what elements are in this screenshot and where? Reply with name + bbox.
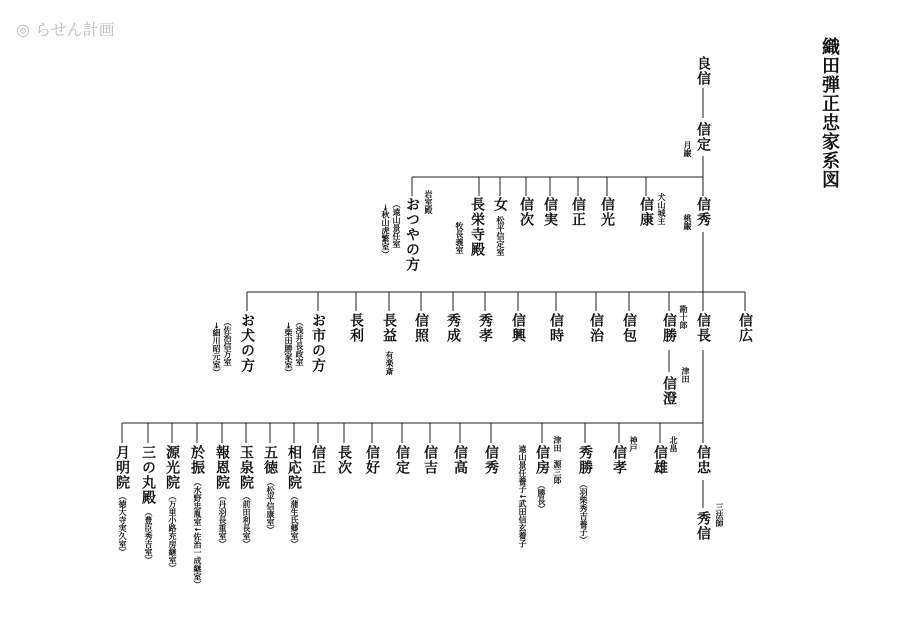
node-hidenari4: 信秀 <box>483 445 499 475</box>
note-genko: （万里小路充房継室） <box>168 492 177 572</box>
note-oichi-1: （浅井長政室 <box>295 318 304 366</box>
node-nobukatsu: 信勝 <box>661 313 677 343</box>
note-hidenobu: 三法師 <box>715 503 724 527</box>
node-nobukane: 信包 <box>621 313 637 343</box>
note-nobusada: 月巌 <box>683 141 692 157</box>
watermark: ◎ らせん計画 <box>16 20 115 39</box>
node-oinu: お犬の方 <box>239 313 255 373</box>
node-oichi: お市の方 <box>310 313 326 373</box>
note-onna: 松平信定室 <box>496 216 505 256</box>
note-nobuhide: 桃巌 <box>683 214 692 230</box>
note-soouin: （蒲生氏郷室） <box>290 492 299 548</box>
node-nobukatsu2: 信雄 <box>652 445 668 475</box>
node-nobutsugu: 信次 <box>518 197 534 227</box>
node-nobuyoshi2: 信好 <box>364 445 380 475</box>
note-ofuri: （水野忠胤室↓佐治一成継室） <box>193 478 202 589</box>
note-tsuda: 津田 <box>681 367 690 383</box>
node-nobuyasu: 信康 <box>638 197 654 227</box>
node-nobuhiro: 信広 <box>737 313 753 343</box>
note-nobukatsu: 勘十郎 <box>679 305 688 329</box>
note-otsuya-alias: 岩室殿 <box>424 190 433 214</box>
node-sannomaru: 三の丸殿 <box>140 445 156 505</box>
note-nobufusa-1: 津田 源三郎 <box>553 436 562 484</box>
note-nobufusa-2: （勝長） <box>537 481 546 513</box>
node-nobutada: 信忠 <box>695 445 711 475</box>
node-nobutoki: 信時 <box>548 313 564 343</box>
note-nobutaka: 神戸 <box>629 436 638 452</box>
note-oinu-2: →細川昭元室） <box>212 322 221 377</box>
note-choeiji: 牧長義室 <box>455 222 464 254</box>
note-nagamasu: 有楽斎 <box>385 351 394 375</box>
node-nobusada: 信定 <box>695 122 711 152</box>
node-soouin: 相応院 <box>286 445 302 490</box>
node-hidenari: 秀成 <box>445 313 461 343</box>
note-nobuyasu: 犬山城主 <box>657 193 666 225</box>
node-hidekatsu: 秀勝 <box>577 445 593 475</box>
node-nobunaga: 信長 <box>695 313 711 343</box>
node-genko: 源光院 <box>164 445 180 490</box>
note-nobufusa-3: 遠山景任養子↓武田信玄養子 <box>518 445 527 548</box>
node-nobuharu: 信治 <box>588 313 604 343</box>
node-nobuyoshi: 信吉 <box>422 445 438 475</box>
node-ofuri: 於振 <box>189 445 205 475</box>
node-hidetaka: 秀孝 <box>477 313 493 343</box>
node-onna: 女 <box>492 197 508 212</box>
note-nobukatsu2: 北畠 <box>669 436 678 452</box>
node-hoon: 報恩院 <box>214 445 230 490</box>
node-nobufusa: 信房 <box>534 445 550 475</box>
node-gyokusen: 玉泉院 <box>238 445 254 490</box>
node-nobuoki: 信興 <box>510 313 526 343</box>
node-nagatoshi: 長利 <box>348 313 364 343</box>
node-gekkoin: 月明院 <box>114 445 130 490</box>
note-hidekatsu: （羽柴秀吉養子） <box>579 480 588 544</box>
note-oichi-2: →柴田勝家室） <box>284 322 293 377</box>
node-hidenobu: 秀信 <box>695 511 711 541</box>
note-hoon: （丹羽長重室） <box>218 492 227 548</box>
note-sannomaru: （豊臣秀吉室） <box>144 508 153 564</box>
note-gotoku: （松平信康室） <box>266 478 275 534</box>
node-nobutaka2: 信高 <box>452 445 468 475</box>
node-yoshinobu: 良信 <box>695 56 711 86</box>
chart-title: 織田弾正忠家系図 <box>819 37 840 189</box>
node-nobuteru: 信照 <box>413 313 429 343</box>
node-nobuzumi: 信澄 <box>661 376 677 406</box>
node-nobuzane: 信実 <box>542 197 558 227</box>
node-nobuhide: 信秀 <box>695 197 711 227</box>
node-nagamasu: 長益 <box>381 313 397 343</box>
node-nobumitsu: 信光 <box>599 197 615 227</box>
note-oinu-1: （佐治信方室 <box>223 318 232 366</box>
node-nobumasa: 信正 <box>570 197 586 227</box>
note-otsuya-spouse2: →秋山虎繁室） <box>381 204 390 259</box>
node-nagatsugu: 長次 <box>336 445 352 475</box>
node-gotoku: 五徳 <box>262 445 278 475</box>
note-gekkoin: （徳大寺実久室） <box>118 492 127 556</box>
node-nobusada4: 信定 <box>394 445 410 475</box>
node-choeiji: 長栄寺殿 <box>469 197 485 257</box>
note-gyokusen: （前田利長室） <box>242 492 251 548</box>
node-otsuya: おつやの方 <box>404 197 420 272</box>
note-otsuya-spouse1: （遠山景任室 <box>392 200 401 248</box>
node-nobumasa4: 信正 <box>310 445 326 475</box>
node-nobutaka: 信孝 <box>611 445 627 475</box>
